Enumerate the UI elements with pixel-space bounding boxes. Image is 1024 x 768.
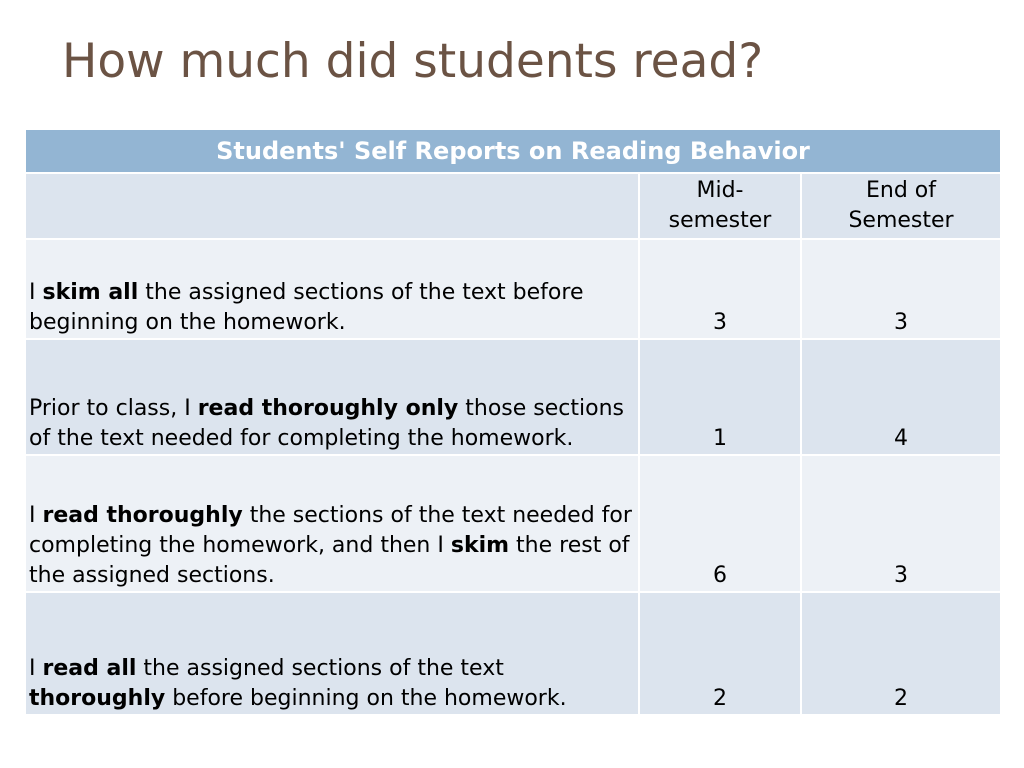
- table-row: [25, 239, 1001, 339]
- table-caption: Students' Self Reports on Reading Behavior: [25, 129, 1001, 173]
- column-header-end-of-semester: [801, 173, 1001, 239]
- statement-cell: Prior to class, I read thoroughly only those sections of the text needed for completing the homework.: [25, 339, 639, 455]
- table-row: [25, 455, 1001, 592]
- column-header-mid-line2: semester: [668, 208, 772, 233]
- mid-semester-count: 1: [639, 339, 801, 455]
- table-caption-row: [25, 129, 1001, 173]
- column-header-end-line1: End of: [866, 178, 937, 203]
- statement-cell: I skim all the assigned sections of the text before beginning on the homework.: [25, 239, 639, 339]
- mid-semester-count: 3: [639, 239, 801, 339]
- mid-semester-count: 2: [639, 592, 801, 715]
- column-header-row: [25, 173, 1001, 239]
- statement-cell: I read thoroughly the sections of the text needed for completing the homework, and then I skim the rest of the assigned sections.: [25, 455, 639, 592]
- slide-title: How much did students read?: [62, 34, 764, 89]
- table-row: [25, 592, 1001, 715]
- column-header-statement: [25, 173, 639, 239]
- column-header-mid-semester: [639, 173, 801, 239]
- mid-semester-count: 6: [639, 455, 801, 592]
- end-of-semester-count: 3: [801, 239, 1001, 339]
- statement-cell: I read all the assigned sections of the text thoroughly before beginning on the homework.: [25, 592, 639, 715]
- column-header-mid-line1: Mid-: [696, 178, 744, 203]
- end-of-semester-count: 3: [801, 455, 1001, 592]
- end-of-semester-count: 2: [801, 592, 1001, 715]
- table-row: [25, 339, 1001, 455]
- column-header-end-line2: Semester: [848, 208, 954, 233]
- end-of-semester-count: 4: [801, 339, 1001, 455]
- reading-behavior-table: [24, 128, 1002, 716]
